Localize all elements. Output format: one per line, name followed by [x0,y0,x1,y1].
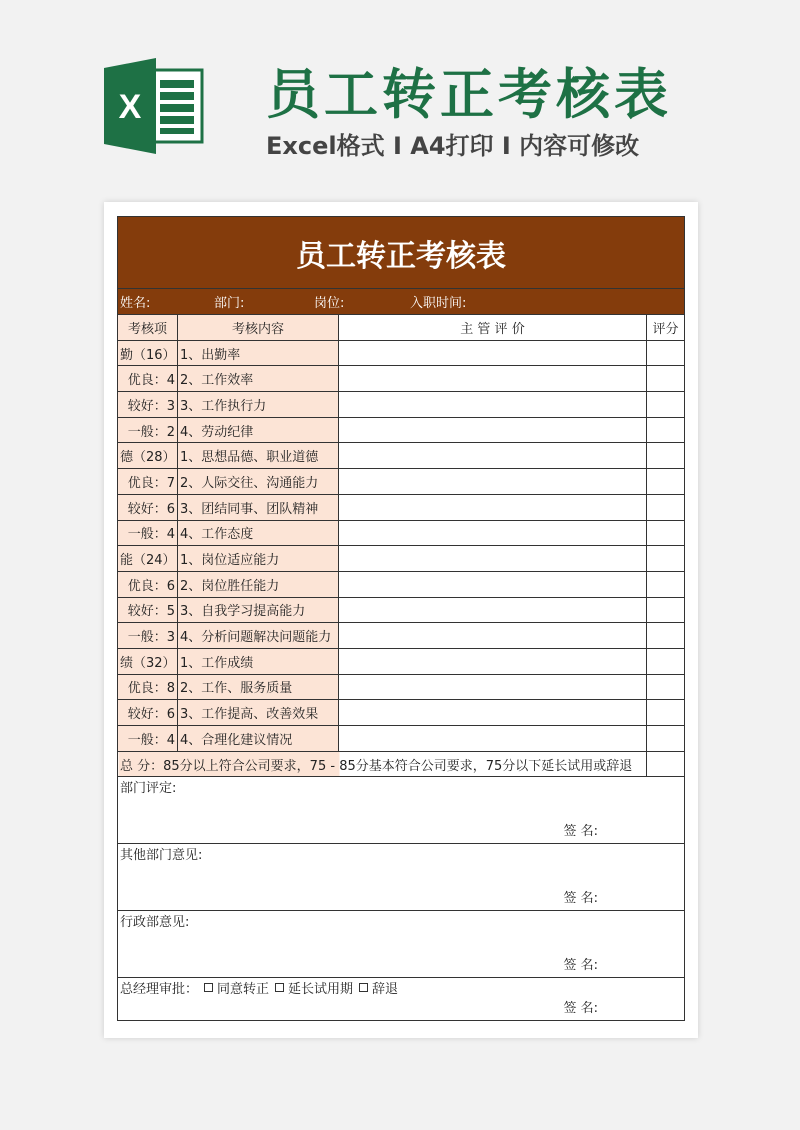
other-dept-label: 其他部门意见: [120,848,203,864]
review-cell[interactable] [339,674,647,700]
option-approve[interactable]: 同意转正 [217,982,270,998]
admin-dept-block[interactable] [118,911,685,978]
col-score: 评分 [647,315,685,341]
total-text-a: 总 分：85分以上符合公司要求，75 - [120,758,340,774]
table-row [118,392,685,418]
item-cell: 优良：4 [118,366,178,392]
score-cell[interactable] [647,392,685,418]
form-title: 员工转正考核表 [118,217,685,289]
item-cell: 德（28） [118,443,178,469]
content-cell: 3、自我学习提高能力 [178,597,339,623]
total-score-cell[interactable] [647,751,685,777]
review-cell[interactable] [339,340,647,366]
score-cell[interactable] [647,726,685,752]
excel-logo-icon [104,58,204,154]
join-date-label[interactable]: 入职时间: [410,296,467,311]
svg-text:X: X [118,88,142,126]
gm-approval-block [118,978,685,1021]
score-cell[interactable] [647,597,685,623]
score-cell[interactable] [647,340,685,366]
table-row [118,597,685,623]
score-cell[interactable] [647,623,685,649]
position-label[interactable]: 岗位: [314,296,345,311]
evaluation-form [117,216,685,1021]
item-cell: 较好：6 [118,494,178,520]
score-cell[interactable] [647,648,685,674]
review-cell[interactable] [339,700,647,726]
review-cell[interactable] [339,366,647,392]
review-cell[interactable] [339,648,647,674]
content-cell: 4、分析问题解决问题能力 [178,623,339,649]
table-row [118,648,685,674]
score-cell[interactable] [647,494,685,520]
option-extend[interactable]: 延长试用期 [288,982,354,998]
checkbox[interactable] [204,983,213,992]
checkbox[interactable] [359,983,368,992]
table-row [118,520,685,546]
item-cell: 绩（32） [118,648,178,674]
item-cell: 勤（16） [118,340,178,366]
content-cell: 1、出勤率 [178,340,339,366]
item-cell: 能（24） [118,546,178,572]
checkbox[interactable] [275,983,284,992]
score-cell[interactable] [647,469,685,495]
review-cell[interactable] [339,571,647,597]
item-cell: 优良：7 [118,469,178,495]
review-cell[interactable] [339,520,647,546]
option-dismiss[interactable]: 辞退 [372,982,399,998]
signature-label: 签 名: [563,891,598,907]
review-cell[interactable] [339,623,647,649]
admin-dept-label: 行政部意见: [120,915,190,931]
item-cell: 一般：3 [118,623,178,649]
content-cell: 4、工作态度 [178,520,339,546]
table-row [118,546,685,572]
total-text-b: 85分基本符合公司要求，75分以下延长试用或辞退 [339,758,633,774]
item-cell: 优良：8 [118,674,178,700]
col-content: 考核内容 [178,315,339,341]
content-cell: 3、工作执行力 [178,392,339,418]
review-cell[interactable] [339,443,647,469]
content-cell: 1、思想品德、职业道德 [178,443,339,469]
table-row [118,726,685,752]
col-review: 主 管 评 价 [339,315,647,341]
score-cell[interactable] [647,443,685,469]
item-cell: 较好：5 [118,597,178,623]
content-cell: 2、人际交往、沟通能力 [178,469,339,495]
item-cell: 一般：4 [118,520,178,546]
signature-label: 签 名: [563,824,598,840]
signature-label: 签 名: [563,958,598,974]
dept-review-block[interactable] [118,777,685,844]
score-cell[interactable] [647,366,685,392]
content-cell: 4、劳动纪律 [178,417,339,443]
content-cell: 3、团结同事、团队精神 [178,494,339,520]
table-row [118,571,685,597]
table-row [118,674,685,700]
header-row [118,315,685,341]
item-cell: 一般：4 [118,726,178,752]
review-cell[interactable] [339,546,647,572]
gm-label: 总经理审批： [120,982,199,998]
total-row [118,751,647,777]
review-cell[interactable] [339,392,647,418]
table-row [118,366,685,392]
page-subtitle: Excel格式 I A4打印 I 内容可修改 [266,132,640,160]
content-cell: 2、工作、服务质量 [178,674,339,700]
content-cell: 1、岗位适应能力 [178,546,339,572]
score-cell[interactable] [647,520,685,546]
score-cell[interactable] [647,700,685,726]
review-cell[interactable] [339,726,647,752]
name-label[interactable]: 姓名: [120,296,151,311]
info-row [118,289,685,315]
content-cell: 2、工作效率 [178,366,339,392]
other-dept-block[interactable] [118,844,685,911]
table-row [118,494,685,520]
score-cell[interactable] [647,674,685,700]
table-row [118,700,685,726]
content-cell: 3、工作提高、改善效果 [178,700,339,726]
item-cell: 一般：2 [118,417,178,443]
score-cell[interactable] [647,417,685,443]
review-cell[interactable] [339,417,647,443]
dept-label[interactable]: 部门: [214,296,245,311]
score-cell[interactable] [647,546,685,572]
item-cell: 优良：6 [118,571,178,597]
table-row [118,623,685,649]
signature-label: 签 名: [563,1001,598,1017]
score-cell[interactable] [647,571,685,597]
content-cell: 4、合理化建议情况 [178,726,339,752]
table-row [118,417,685,443]
table-row [118,443,685,469]
review-cell[interactable] [339,597,647,623]
review-cell[interactable] [339,494,647,520]
item-cell: 较好：3 [118,392,178,418]
content-cell: 1、工作成绩 [178,648,339,674]
item-cell: 较好：6 [118,700,178,726]
table-row [118,469,685,495]
content-cell: 2、岗位胜任能力 [178,571,339,597]
col-item: 考核项 [118,315,178,341]
review-cell[interactable] [339,469,647,495]
dept-review-label: 部门评定: [120,781,177,797]
table-row [118,340,685,366]
page-title: 员工转正考核表 [266,63,672,126]
